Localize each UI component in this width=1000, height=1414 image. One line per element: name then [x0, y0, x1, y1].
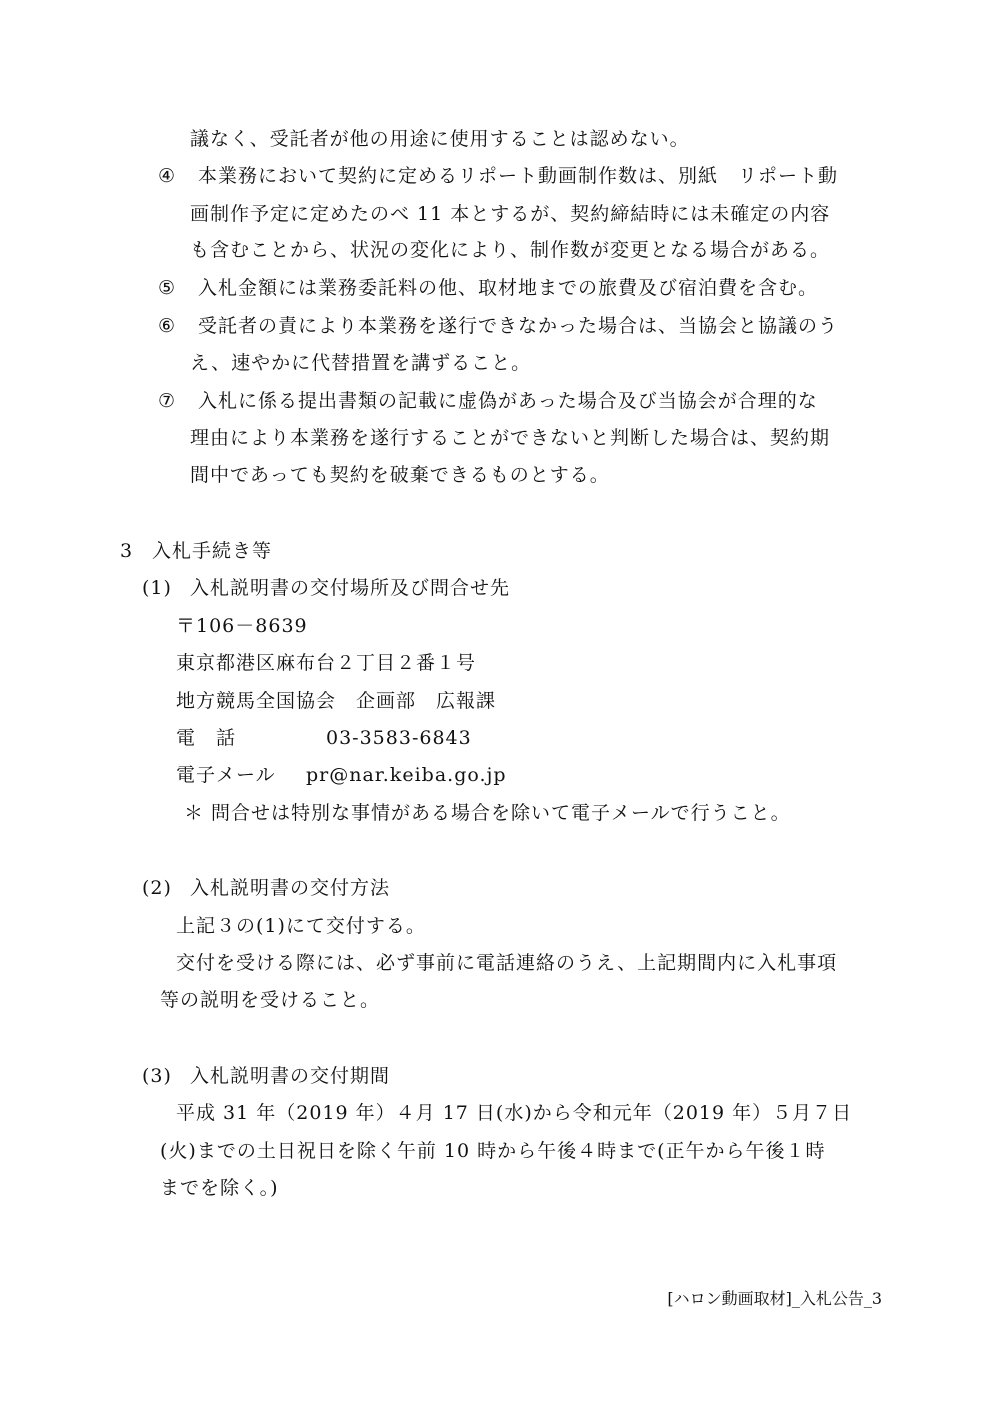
item-7-line-3: 間中であっても契約を破棄できるものとする。	[190, 464, 610, 486]
item-4-marker: ④	[158, 165, 177, 187]
section-3-number: 3	[120, 540, 134, 562]
address: 東京都港区麻布台２丁目２番１号	[176, 652, 477, 674]
item-5-line-1: ⑤ 入札金額には業務委託料の他、取材地までの旅費及び宿泊費を含む。	[158, 277, 819, 299]
item-7-line-2: 理由により本業務を遂行することができないと判断した場合は、契約期	[190, 427, 831, 449]
subsection-2-number: (2)	[142, 877, 172, 899]
email-label: 電子メール	[176, 764, 276, 786]
subsection-3-line-2: (火)までの土日祝日を除く午前 10 時から午後４時まで(正午から午後１時	[160, 1140, 826, 1162]
item-6-marker: ⑥	[158, 315, 177, 337]
subsection-2-heading	[142, 875, 390, 901]
item-continuation-line: 議なく、受託者が他の用途に使用することは認めない。	[190, 128, 690, 150]
item-7-line-1: ⑦ 入札に係る提出書類の記載に虚偽があった場合及び当協会が合理的な	[158, 390, 818, 412]
item-4-line-2: 画制作予定に定めたのべ 11 本とするが、契約締結時には未確定の内容	[190, 203, 831, 225]
page-footer: [ハロン動画取材]_入札公告_3	[667, 1289, 882, 1308]
subsection-1-heading	[142, 575, 510, 601]
phone-label: 電 話	[176, 727, 237, 749]
subsection-3-title: 入札説明書の交付期間	[190, 1065, 391, 1087]
item-6-line-1: ⑥ 受託者の責により本業務を遂行できなかった場合は、当協会と協議のう	[158, 315, 839, 337]
subsection-2-title: 入札説明書の交付方法	[190, 877, 391, 899]
item-6-line-2: え、速やかに代替措置を講ずること。	[190, 352, 532, 374]
subsection-2-line-1: 上記３の(1)にて交付する。	[176, 915, 426, 937]
organization: 地方競馬全国協会 企画部 広報課	[176, 690, 497, 712]
subsection-2-line-2: 交付を受ける際には、必ず事前に電話連絡のうえ、上記期間内に入札事項	[176, 952, 838, 974]
postal-code: 〒106－8639	[176, 615, 308, 637]
subsection-3-number: (3)	[142, 1065, 172, 1087]
subsection-3-line-1: 平成 31 年（2019 年）４月 17 日(水)から令和元年（2019 年）５月７日	[176, 1102, 853, 1124]
subsection-1-number: (1)	[142, 577, 172, 599]
subsection-1-title: 入札説明書の交付場所及び問合せ先	[190, 577, 511, 599]
email-address[interactable]: pr@nar.keiba.go.jp	[306, 764, 507, 786]
item-5-marker: ⑤	[158, 277, 177, 299]
contact-note: ＊ 問合せは特別な事情がある場合を除いて電子メールで行うこと。	[184, 802, 791, 824]
subsection-2-line-3: 等の説明を受けること。	[160, 989, 381, 1011]
subsection-3-heading	[142, 1063, 390, 1089]
item-7-marker: ⑦	[158, 390, 177, 412]
email-row	[176, 762, 507, 788]
phone-row	[176, 725, 472, 751]
section-3-heading	[120, 538, 272, 564]
item-4-line-3: も含むことから、状況の変化により、制作数が変更となる場合がある。	[190, 239, 831, 261]
item-4-line-1: ④ 本業務において契約に定めるリポート動画制作数は、別紙 リポート動	[158, 165, 839, 187]
phone-number: 03-3583-6843	[326, 727, 472, 749]
section-3-title: 入札手続き等	[152, 540, 273, 562]
subsection-3-line-3: までを除く。)	[160, 1177, 279, 1199]
